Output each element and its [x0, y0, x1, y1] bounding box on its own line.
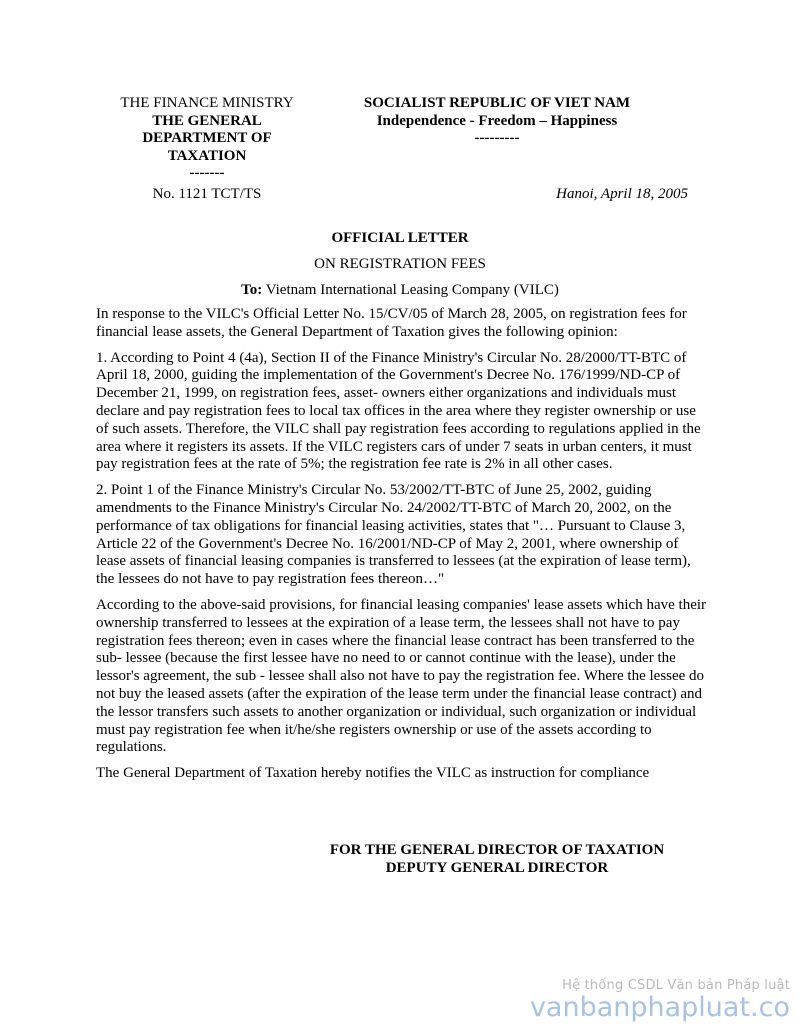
signature-title: FOR THE GENERAL DIRECTOR OF TAXATION [329, 842, 665, 858]
paragraph-conclusion: According to the above-said provisions, for financial leasing companies' lease assets which have their ownership transferred to lessees at the expiration of a lease term, the lessees shall not have to pay registration fees thereon; even in cases where the financial lease contract has been transferred to the sub- lessee (because the first lessee have no need to or cannot continue with the lease), under the lessor's agreement, the sub - lessee shall also not have to pay the registration fee. Where the lessee do not buy the leased assets (after the expiration of the lease term under the financial lease contract) and the lessor transfers such assets to another organization or individual, such organization or individual must pay registration fee when it/he/she registers ownership or use of the assets according to regulations. [96, 596, 707, 756]
paragraph-closing: The General Department of Taxation hereby notifies the VILC as instruction for compliance [96, 765, 650, 782]
signature-position: DEPUTY GENERAL DIRECTOR [385, 860, 609, 876]
watermark-domain: vanbanphapluat.co [529, 992, 790, 1023]
recipient-name: Vietnam International Leasing Company (VILC) [262, 282, 559, 298]
paragraph-intro: In response to the VILC's Official Letter No. 15/CV/05 of March 28, 2005, on registration fees for financial lease assets, the General Department of Taxation gives the following opinion: [96, 306, 687, 340]
paragraph-point-1: 1. According to Point 4 (4a), Section II of the Finance Ministry's Circular No. 28/2000/TT-BTC of April 18, 2000, guiding the implementation of the Government's Decree No. 176/1999/ND-CP of December 21, 1999, on registration fees, asset- owners either organizations and individuals must declare and pay registration fees to local tax offices in the area where they register ownership or use of such assets. Therefore, the VILC shall pay registration fees according to regulations applied in the area where it registers its assets. If the VILC registers cars of under 7 seats in urban centers, it must pay registration fees at the rate of 5%; the registration fee rate is 2% in all other cases. [96, 349, 701, 473]
watermark-tagline: Hệ thống CSDL Văn bản Pháp luật [562, 978, 790, 993]
recipient-label: To: [241, 282, 263, 298]
letter-body [96, 306, 706, 791]
national-motto [356, 95, 638, 148]
motto: Independence - Freedom – Happiness [376, 112, 618, 129]
agency-separator: ------- [189, 165, 225, 181]
document-date: Hanoi, April 18, 2005 [556, 186, 688, 202]
title-block [96, 229, 704, 299]
recipient-line [96, 281, 704, 299]
document-number: No. 1121 TCT/TS [152, 186, 262, 202]
document-subtitle: ON REGISTRATION FEES [314, 256, 486, 272]
motto-separator: --------- [474, 130, 520, 146]
document-title: OFFICIAL LETTER [331, 230, 469, 246]
paragraph-point-2: 2. Point 1 of the Finance Ministry's Circular No. 53/2002/TT-BTC of June 25, 2002, guiding amendments to the Finance Ministry's Circular No. 24/2002/TT-BTC of March 20, 2002, on the performance of tax obligations for financial leasing activities, states that "… Pursuant to Clause 3, Article 22 of the Government's Decree No. 16/2001/ND-CP of May 2, 2001, where ownership of lease assets of financial leasing companies is transferred to lessees (at the expiration of lease term), the lessees do not have to pay registration fees thereon…" [96, 482, 691, 588]
department-name: THE GENERAL DEPARTMENT OF TAXATION [142, 112, 272, 164]
signature-block [290, 841, 704, 877]
ministry-name: THE FINANCE MINISTRY [120, 95, 294, 111]
site-watermark [530, 978, 790, 1023]
country-name: SOCIALIST REPUBLIC OF VIET NAM [363, 95, 631, 111]
issuing-agency [110, 95, 304, 183]
